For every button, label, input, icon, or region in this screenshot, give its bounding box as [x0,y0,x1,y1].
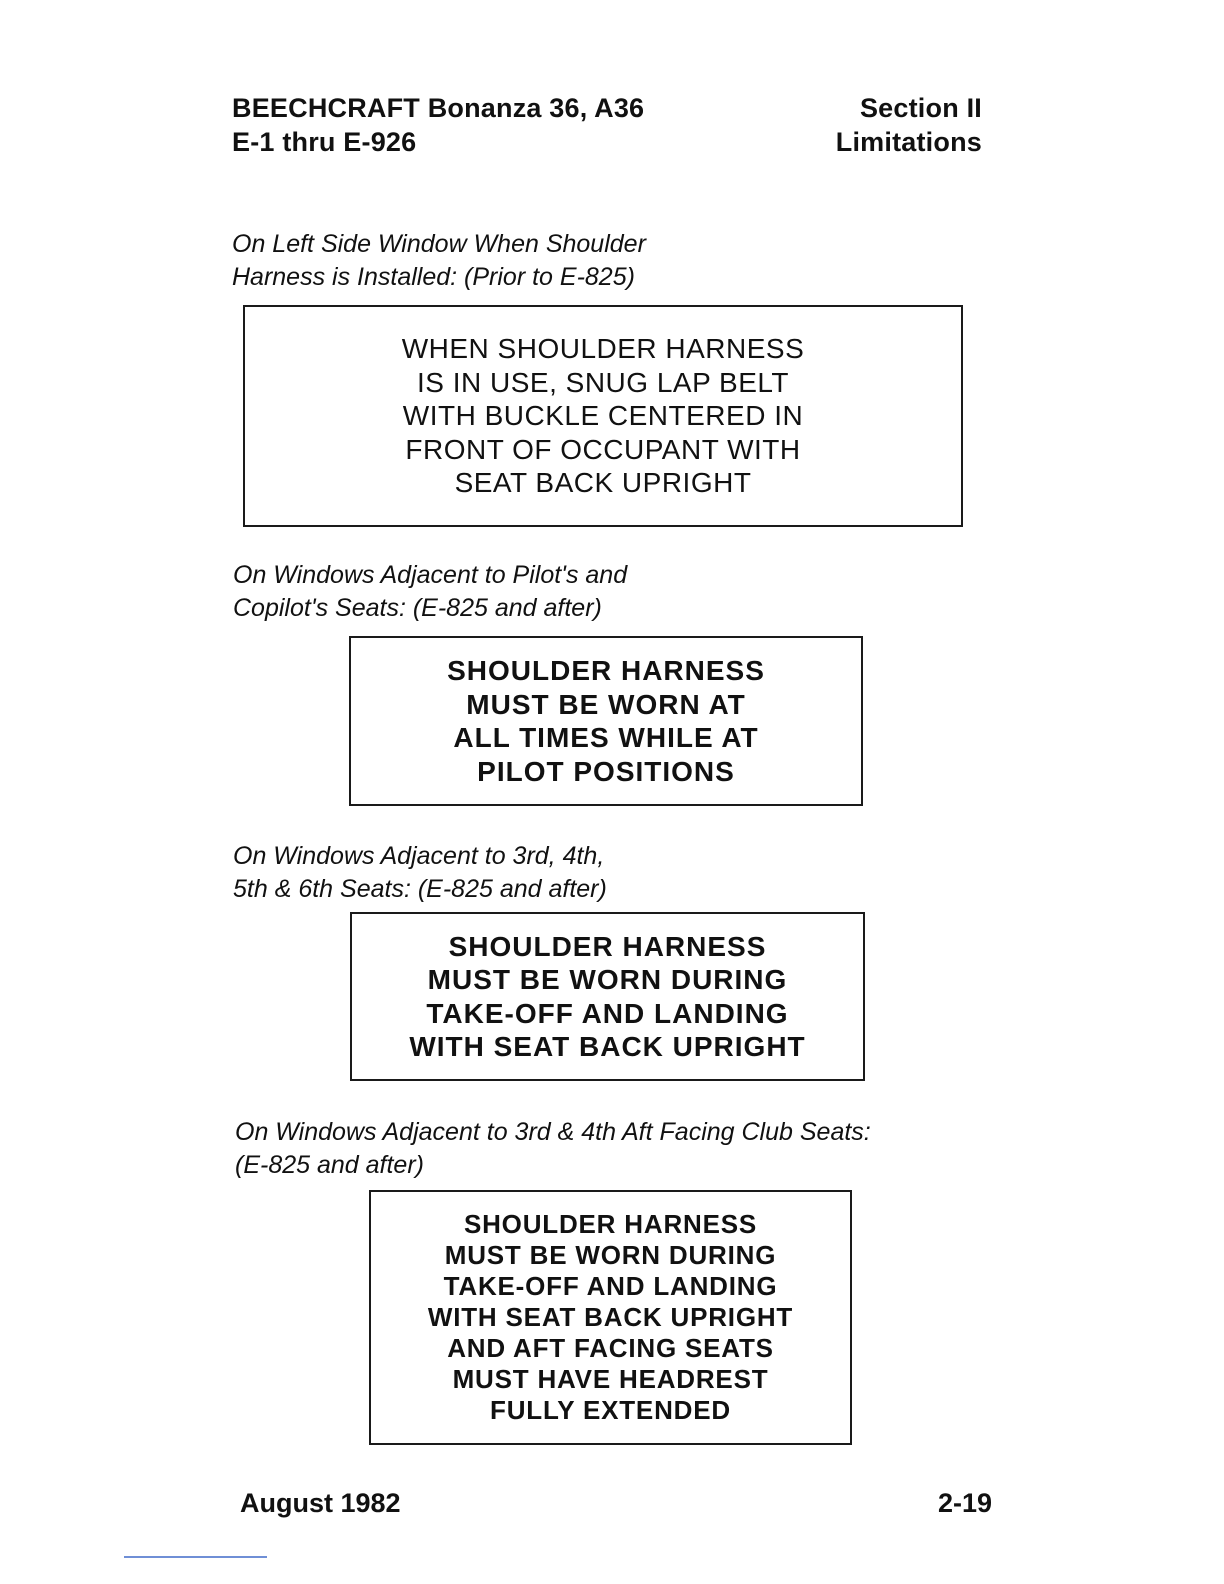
caption-rear-seat-windows [233,840,607,906]
placard-pilot-positions [349,636,863,806]
header-section-number: Section II [859,93,982,123]
placard-line: WHEN SHOULDER HARNESS [401,333,805,365]
placard-line: IS IN USE, SNUG LAP BELT [417,366,789,398]
placard-takeoff-landing [350,912,865,1081]
caption-line: Harness is Installed: (Prior to E-825) [232,263,635,291]
placard-line: TAKE-OFF AND LANDING [443,1271,778,1301]
placard-line: FRONT OF OCCUPANT WITH [405,433,801,465]
scan-underline-mark [124,1556,267,1558]
placard-line: AND AFT FACING SEATS [447,1333,774,1363]
footer-date: August 1982 [240,1488,401,1518]
placard-aft-facing-seats [369,1190,852,1445]
header-section-block [836,91,982,159]
caption-left-side-window [232,228,646,294]
caption-line: On Windows Adjacent to 3rd, 4th, [233,842,605,870]
placard-line: WITH SEAT BACK UPRIGHT [427,1302,794,1332]
placard-line: PILOT POSITIONS [477,755,735,787]
placard-line: WITH SEAT BACK UPRIGHT [409,1031,806,1062]
placard-line: SHOULDER HARNESS [463,1209,758,1239]
caption-line: Copilot's Seats: (E-825 and after) [233,594,602,622]
placard-line: MUST BE WORN AT [466,688,746,720]
placard-line: MUST BE WORN DURING [427,964,788,995]
placard-line: WITH BUCKLE CENTERED IN [402,400,804,432]
placard-line: MUST HAVE HEADREST [452,1364,769,1394]
placard-line: SHOULDER HARNESS [447,655,765,686]
placard-line: SHOULDER HARNESS [448,930,767,962]
caption-line: (E-825 and after) [235,1151,424,1179]
placard-text [409,930,805,1064]
header-aircraft-model: BEECHCRAFT Bonanza 36, A36 [232,93,645,123]
caption-line: 5th & 6th Seats: (E-825 and after) [233,875,607,903]
placard-line: MUST BE WORN DURING [444,1240,777,1270]
caption-line: On Windows Adjacent to Pilot's and [233,561,628,589]
placard-line: SEAT BACK UPRIGHT [454,467,752,499]
footer-page-number: 2-19 [937,1488,992,1518]
caption-club-seat-windows [235,1116,871,1182]
placard-shoulder-harness-in-use [243,305,963,527]
placard-line: ALL TIMES WHILE AT [453,722,759,753]
placard-text [428,1209,793,1426]
header-section-title: Limitations [835,127,982,157]
placard-line: FULLY EXTENDED [490,1395,731,1425]
caption-line: On Left Side Window When Shoulder [232,230,646,258]
caption-pilot-copilot-windows [233,559,627,625]
placard-text [447,654,765,788]
caption-line: On Windows Adjacent to 3rd & 4th Aft Facing Club Seats: [235,1118,871,1146]
placard-text [402,332,805,500]
header-serial-range: E-1 thru E-926 [232,127,417,157]
header-aircraft-block [232,91,644,159]
placard-line: TAKE-OFF AND LANDING [426,997,789,1029]
